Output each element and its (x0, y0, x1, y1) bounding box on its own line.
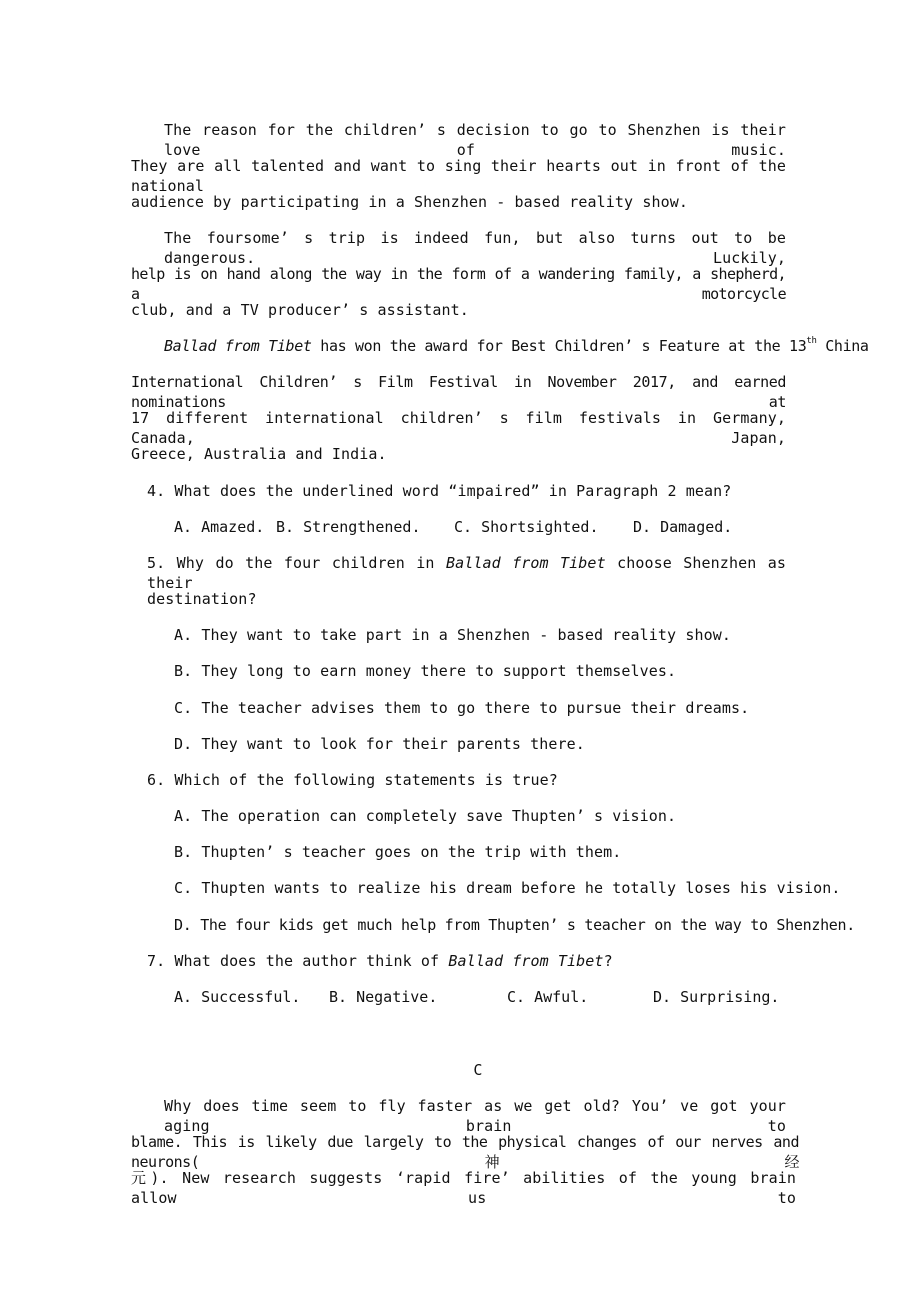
question-4-options (0, 517, 920, 537)
paragraph-line: Why does time seem to fly faster as we get old? You’ ve got your aging brain to (164, 1097, 786, 1135)
question-7-options (0, 987, 920, 1007)
paragraph-line: 元). New research suggests ‘rapid fire’ abilities of the young brain allow us to (131, 1169, 796, 1207)
option-d: D. The four kids get much help from Thupten’ s teacher on the way to Shenzhen. (174, 916, 856, 934)
question-4-stem: 4. What does the underlined word “impaired” in Paragraph 2 mean? (147, 482, 732, 500)
option-c: C. Awful. (507, 988, 589, 1006)
question-6-stem: 6. Which of the following statements is true? (147, 771, 558, 789)
question-7-stem (147, 951, 613, 971)
option-b: B. Strengthened. (276, 518, 421, 536)
section-heading: C (473, 1061, 483, 1079)
superscript: th (806, 336, 817, 346)
film-title: Ballad from Tibet (164, 337, 312, 355)
paragraph-line: 17 different international children’ s film festivals in Germany, Canada, Japan, (131, 409, 786, 447)
text-span: China (816, 337, 869, 355)
option-b: B. Negative. (329, 988, 438, 1006)
paragraph-line: International Children’ s Film Festival in November 2017, and earned nominations at (131, 373, 786, 411)
option-d: D. Damaged. (633, 518, 733, 536)
option-b: B. They long to earn money there to support themselves. (174, 662, 677, 680)
option-d: D. Surprising. (653, 988, 780, 1006)
option-c: C. The teacher advises them to go there to pursue their dreams. (174, 699, 750, 717)
option-a: A. Amazed. (174, 518, 265, 536)
paragraph-line: audience by participating in a Shenzhen - based reality show. (131, 193, 688, 211)
paragraph-line: Greece, Australia and India. (131, 445, 387, 463)
option-b: B. Thupten’ s teacher goes on the trip with them. (174, 843, 622, 861)
option-a: A. Successful. (174, 988, 301, 1006)
paragraph-line: The reason for the children’ s decision to go to Shenzhen is their love of music. (164, 121, 786, 159)
paragraph-line: club, and a TV producer’ s assistant. (131, 301, 469, 319)
option-c: C. Thupten wants to realize his dream before he totally loses his vision. (174, 879, 841, 897)
paragraph-line: They are all talented and want to sing their hearts out in front of the national (131, 157, 786, 195)
paragraph-line (164, 336, 869, 356)
option-a: A. They want to take part in a Shenzhen - based reality show. (174, 626, 731, 644)
text-span: 7. What does the author think of (147, 952, 449, 970)
film-title: Ballad from Tibet (445, 554, 606, 572)
option-c: C. Shortsighted. (454, 518, 599, 536)
question-5-stem (147, 553, 786, 593)
paragraph-line: help is on hand along the way in the form of a wandering family, a shepherd, a motorcycle (131, 265, 786, 303)
text-span: has won the award for Best Children’ s Feature at the 13 (311, 337, 807, 355)
option-d: D. They want to look for their parents there. (174, 735, 585, 753)
film-title: Ballad from Tibet (448, 952, 604, 970)
text-span: choose Shenzhen as their (147, 554, 786, 592)
text-span: 5. Why do the four children in (147, 554, 446, 572)
option-a: A. The operation can completely save Thupten’ s vision. (174, 807, 677, 825)
paragraph-line: The foursome’ s trip is indeed fun, but also turns out to be dangerous. Luckily, (164, 229, 786, 267)
text-span: ? (603, 952, 613, 970)
paragraph-line: blame. This is likely due largely to the physical changes of our nerves and neurons(神经 (131, 1133, 799, 1171)
question-5-stem-cont: destination? (147, 590, 257, 608)
